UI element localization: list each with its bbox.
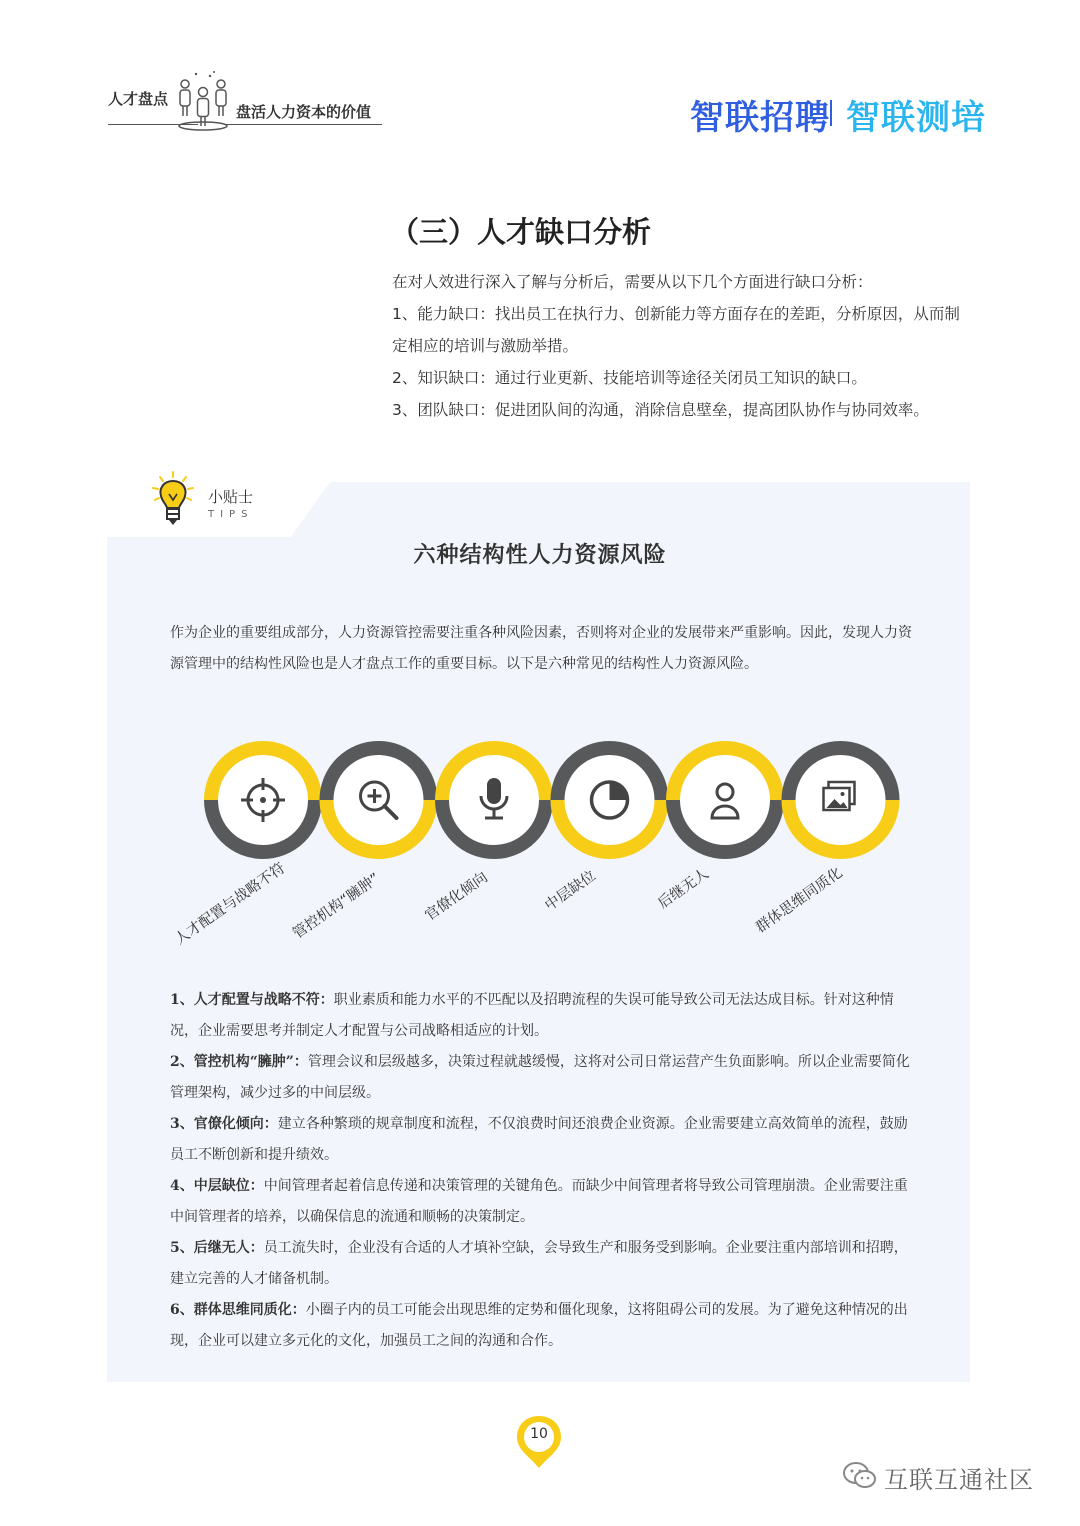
risk-detail-head: 1、人才配置与战略不符： xyxy=(170,992,334,1008)
risk-detail-item xyxy=(170,985,915,1047)
risk-label: 管控机构“臃肿” xyxy=(290,870,384,943)
risk-detail-text: 职业素质和能力水平的不匹配以及招聘流程的失误可能导致公司无法达成目标。针对这种情况，企业需要思考并制定人才配置与公司战略相适应的计划。 xyxy=(170,992,894,1039)
risk-label: 群体思维同质化 xyxy=(753,864,846,937)
risk-detail-text: 中间管理者起着信息传递和决策管理的关键角色。而缺少中间管理者将导致公司管理崩溃。企业需要注重中间管理者的培养，以确保信息的流通和顺畅的决策制定。 xyxy=(170,1178,908,1225)
risk-label: 官僚化倾向 xyxy=(422,869,491,925)
risk-detail-item xyxy=(170,1171,915,1233)
tips-title: 六种结构性人力资源风险 xyxy=(413,542,667,568)
tips-panel-tab xyxy=(290,482,970,538)
tips-label: 小贴士 xyxy=(208,488,254,506)
cepei-logo: 智联测培 xyxy=(846,98,986,138)
zhaopin-logo: 智联招聘 xyxy=(690,98,830,138)
header-divider xyxy=(108,124,198,125)
risk-label: 后继无人 xyxy=(655,865,712,913)
section-item-knowledge: 2、知识缺口：通过行业更新、技能培训等途径关闭员工知识的缺口。 xyxy=(392,369,867,387)
logo-separator xyxy=(830,100,832,126)
section-item-team: 3、团队缺口：促进团队间的沟通，消除信息壁垒，提高团队协作与协同效率。 xyxy=(392,401,929,419)
tips-intro: 作为企业的重要组成部分，人力资源管控需要注重各种风险因素，否则将对企业的发展带来严重影响。因此，发现人力资源管理中的结构性风险也是人才盘点工作的重要目标。以下是六种常见的结构性人力资源风险。 xyxy=(170,625,912,672)
section-intro: 在对人效进行深入了解与分析后，需要从以下几个方面进行缺口分析： xyxy=(392,273,873,291)
risk-detail-head: 3、官僚化倾向： xyxy=(170,1116,278,1132)
crosshair-dot xyxy=(260,797,266,803)
risk-detail-text: 管理会议和层级越多，决策过程就越缓慢，这将对公司日常运营产生负面影响。所以企业需要简化管理架构，减少过多的中间层级。 xyxy=(170,1054,910,1101)
header-right-label: 盘活人力资本的价值 xyxy=(236,103,372,121)
image-sun xyxy=(841,792,845,796)
risk-detail-item xyxy=(170,1233,915,1295)
risk-detail-head: 2、管控机构“臃肿”： xyxy=(170,1054,308,1070)
risk-detail-item xyxy=(170,1109,915,1171)
risk-detail-text: 建立各种繁琐的规章制度和流程，不仅浪费时间还浪费企业资源。企业需要建立高效简单的流程，鼓励员工不断创新和提升绩效。 xyxy=(170,1116,908,1163)
risk-detail-head: 4、中层缺位： xyxy=(170,1178,264,1194)
risk-detail-text: 小圈子内的员工可能会出现思维的定势和僵化现象，这将阻碍公司的发展。为了避免这种情况的出现，企业可以建立多元化的文化，加强员工之间的沟通和合作。 xyxy=(170,1302,908,1349)
header-divider xyxy=(226,124,382,125)
section-title: （三）人才缺口分析 xyxy=(390,215,652,249)
risk-detail-head: 5、后继无人： xyxy=(170,1240,264,1256)
people-illustration-icon xyxy=(168,70,238,132)
risk-label: 人才配置与战略不符 xyxy=(172,860,289,949)
risk-detail-list xyxy=(170,985,915,1357)
lightbulb-icon xyxy=(150,470,196,528)
page-number: 10 xyxy=(530,1426,548,1442)
risk-label: 中层缺位 xyxy=(542,867,599,915)
section-item-ability: 1、能力缺口：找出员工在执行力、创新能力等方面存在的差距，分析原因，从而制定相应的培训与激励举措。 xyxy=(392,305,960,355)
risk-ring-diagram xyxy=(150,725,930,975)
tips-label-en: TIPS xyxy=(208,509,254,520)
watermark-text: 互联互通社区 xyxy=(884,1466,1034,1494)
microphone-icon xyxy=(487,778,501,804)
risk-detail-text: 员工流失时，企业没有合适的人才填补空缺，会导致生产和服务受到影响。企业要注重内部培训和招聘，建立完善的人才储备机制。 xyxy=(170,1240,908,1287)
risk-detail-head: 6、群体思维同质化： xyxy=(170,1302,306,1318)
risk-detail-item xyxy=(170,1295,915,1357)
risk-detail-item xyxy=(170,1047,915,1109)
header-left-label: 人才盘点 xyxy=(108,90,169,108)
wechat-icon xyxy=(842,1460,878,1492)
page-number-badge xyxy=(515,1414,563,1470)
